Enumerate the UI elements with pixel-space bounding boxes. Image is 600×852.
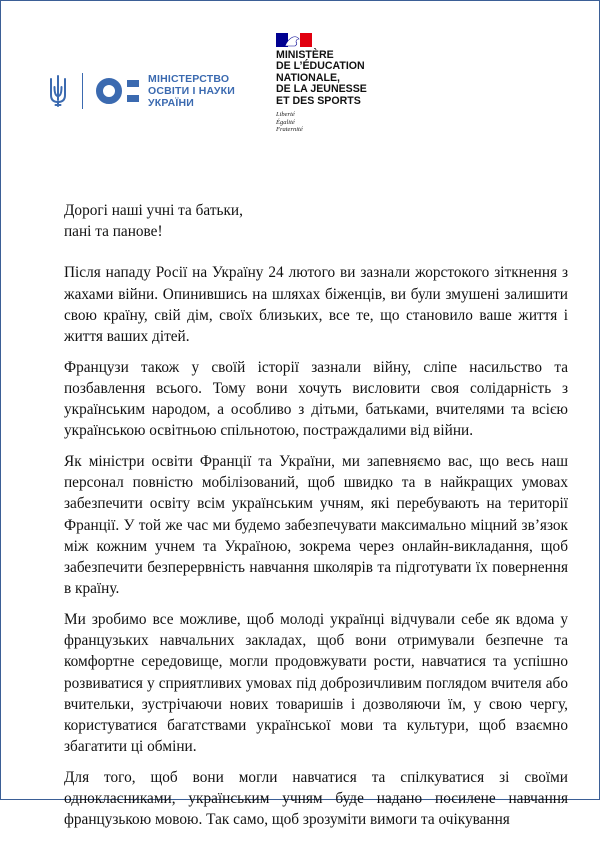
france-ministry-logo [276,33,367,134]
marianne-flag-icon [276,33,312,47]
logo-divider [82,73,83,109]
trident-icon [48,74,68,108]
ministry-mark-icon [96,78,139,104]
letter-paragraphs [64,262,568,842]
paragraph: Французи також у своїй історії зазнали війну, сліпе насильство та позбавлення всього. Тому вони хочуть висловити своя солідарність з українським народом, а особливо з дітьми, батьками, вчителями та всією українською освітньою спільнотою, постраждалими від війни. [64,358,568,440]
paragraph: Як міністри освіти Франції та України, ми запевняємо вас, що весь наш персонал повністю мобілізований, щоб швидко та в найкращих умовах забезпечити освіту всім українським учням, які перебувають на території Франції. У той же час ми будемо забезпечувати максимально міцний зв’язок між кожним учнем та Україною, зокрема через онлайн-викладання, щоб забезпечити безперервність навчання школярів та підготувати їх повернення в країну. [64,453,568,598]
letter-body [64,200,568,852]
france-ministry-name: MINISTÈRE DE L’ÉDUCATION NATIONALE, DE LA JEUNESSE ET DES SPORTS [276,49,367,107]
france-motto: Liberté Égalité Fraternité [276,111,303,134]
ukraine-ministry-name: МІНІСТЕРСТВО ОСВІТИ І НАУКИ УКРАЇНИ [148,73,236,109]
paragraph: Для того, щоб вони могли навчатися та спілкуватися зі своїми однокласниками, українським учням буде надано посилене навчання французькою мовою. Так само, щоб зрозуміти вимоги та очікування [64,768,568,829]
ukraine-ministry-logo [48,73,235,109]
paragraph: Після нападу Росії на Україну 24 лютого ви зазнали жорстокого зіткнення з жахами війни. Опинившись на шляхах біженців, ви були змушені залишити свою країну, свій дім, своїх близьких, все те, що становило ваше життя і життя ваших дітей. [64,264,568,346]
paragraph: Ми зробимо все можливе, щоб молоді українці відчували себе як вдома у французьких навчальних закладах, щоб вони отримували безпечне та комфортне середовище, могли продовжувати рости, навчатися та успішно розвиватися у сприятливих умовах під доброзичливим поглядом вчителя або вчительки, зустрічаючи нових товаришів і дозволяючи їм, у свою чергу, користуватися багатствами української мови та культури, щоб взаємно збагатити ці обміни. [64,610,568,756]
salutation: Дорогі наші учні та батьки, пані та панове! [64,202,243,241]
